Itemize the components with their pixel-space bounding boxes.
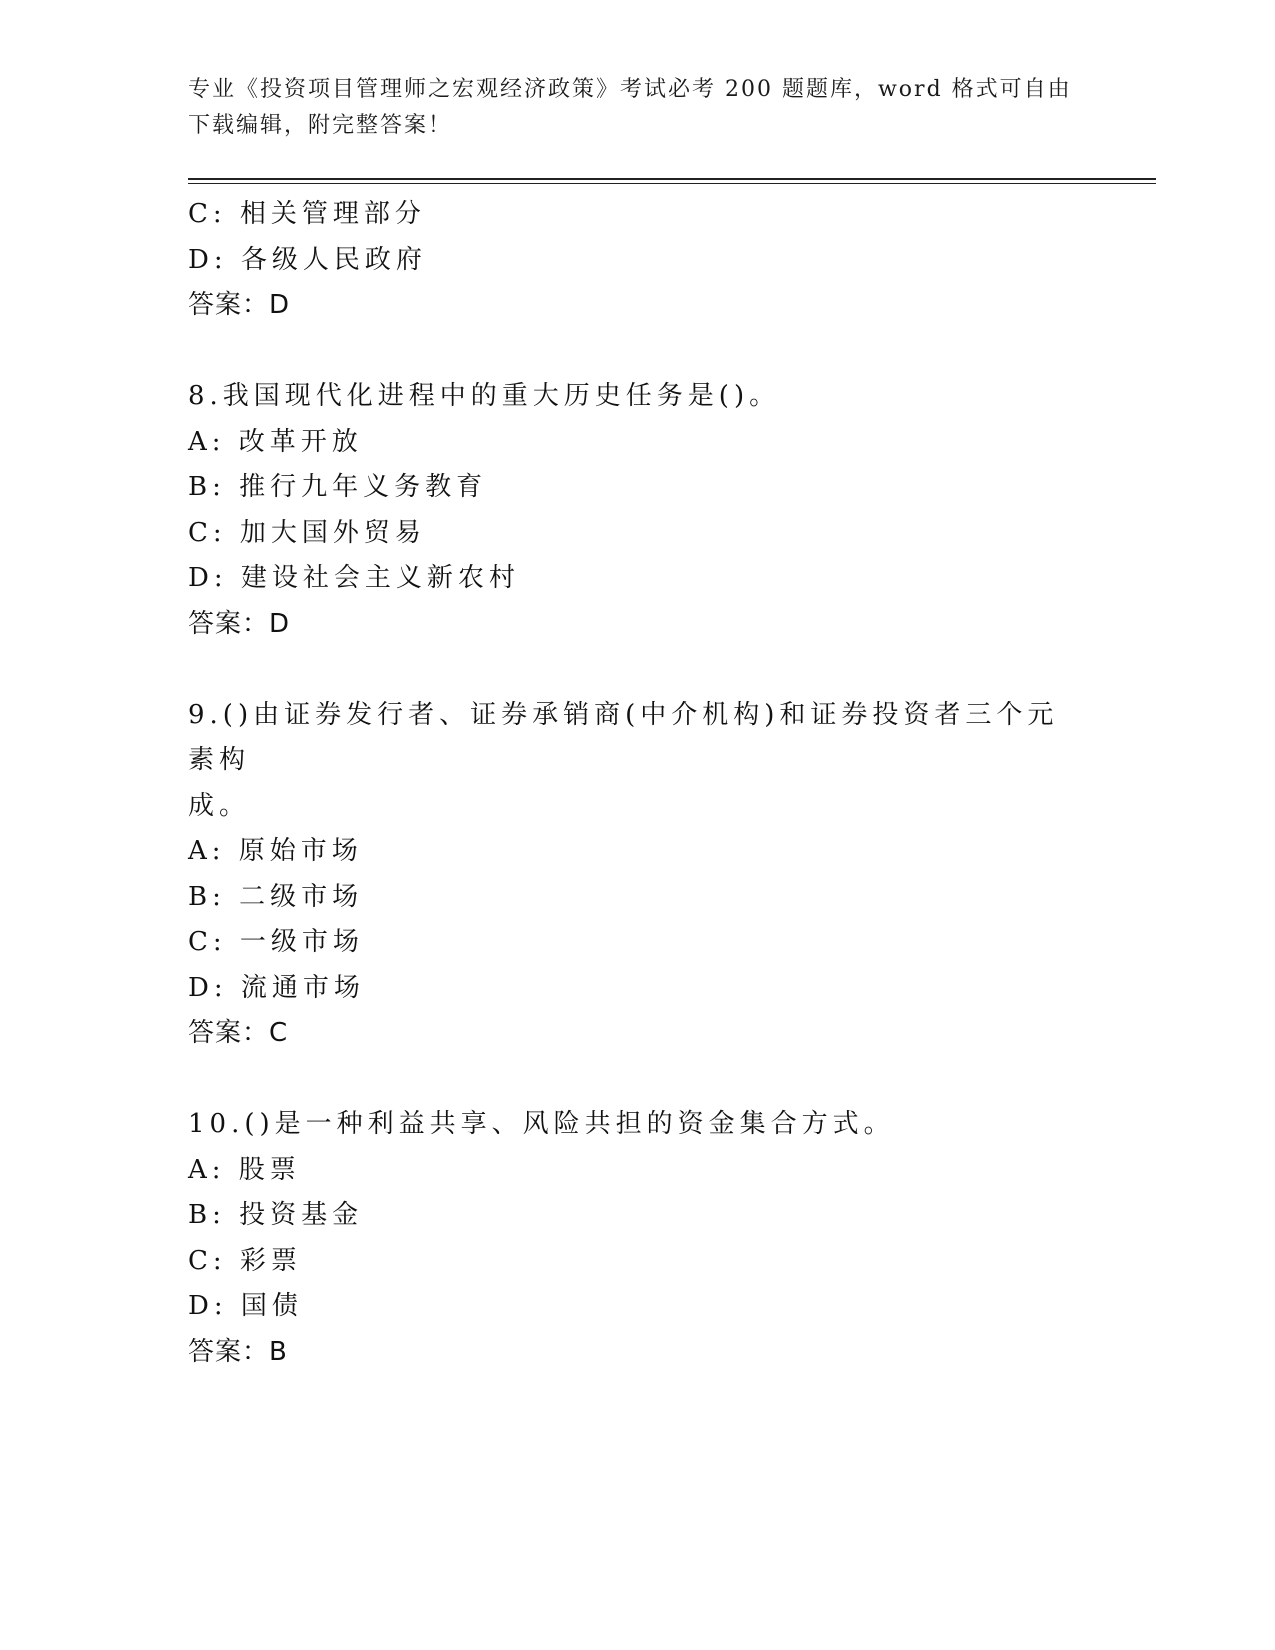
header-title-line-1: 专业《投资项目管理师之宏观经济政策》考试必考 200 题题库，word 格式可自由 <box>188 77 1072 102</box>
question-stem-line-1: 9.()由证券发行者、证券承销商(中介机构)和证券投资者三个元素构 <box>188 699 1059 775</box>
question-block-10 <box>188 1102 1088 1375</box>
question-spacer <box>188 647 1088 693</box>
question-list <box>188 192 1088 1375</box>
question-block-7-partial <box>188 192 1088 329</box>
question-stem: 8.我国现代化进程中的重大历史任务是()。 <box>188 381 781 411</box>
option-a: A: 改革开放 <box>188 426 363 457</box>
question-block-8 <box>188 374 1088 647</box>
option-b: B: 投资基金 <box>188 1200 364 1230</box>
option-d: D: 建设社会主义新农村 <box>188 563 520 593</box>
option-d: D: 流通市场 <box>188 972 365 1003</box>
question-block-9 <box>188 693 1088 1057</box>
question-spacer <box>188 1057 1088 1103</box>
question-stem: 10.()是一种利益共享、风险共担的资金集合方式。 <box>188 1109 895 1139</box>
option-c: C: 加大国外贸易 <box>188 517 426 548</box>
option-b: B: 推行九年义务教育 <box>188 472 488 502</box>
option-d: D: 各级人民政府 <box>188 244 427 275</box>
answer-line: 答案：C <box>188 1018 289 1048</box>
option-c: C: 相关管理部分 <box>188 199 426 229</box>
answer-line: 答案：D <box>188 290 291 320</box>
option-d: D: 国债 <box>188 1291 303 1321</box>
option-b: B: 二级市场 <box>188 881 364 912</box>
answer-line: 答案：B <box>188 1336 288 1367</box>
document-header <box>188 72 1088 144</box>
option-a: A: 股票 <box>188 1154 301 1185</box>
option-c: C: 一级市场 <box>188 927 364 957</box>
header-divider-thick <box>188 178 1156 180</box>
option-c: C: 彩票 <box>188 1245 302 1276</box>
answer-line: 答案：D <box>188 608 291 639</box>
header-title-line-2: 下载编辑，附完整答案！ <box>188 113 453 138</box>
option-a: A: 原始市场 <box>188 836 363 866</box>
question-spacer <box>188 329 1088 375</box>
question-stem-line-2: 成。 <box>188 790 251 821</box>
header-divider-thin <box>188 183 1156 184</box>
